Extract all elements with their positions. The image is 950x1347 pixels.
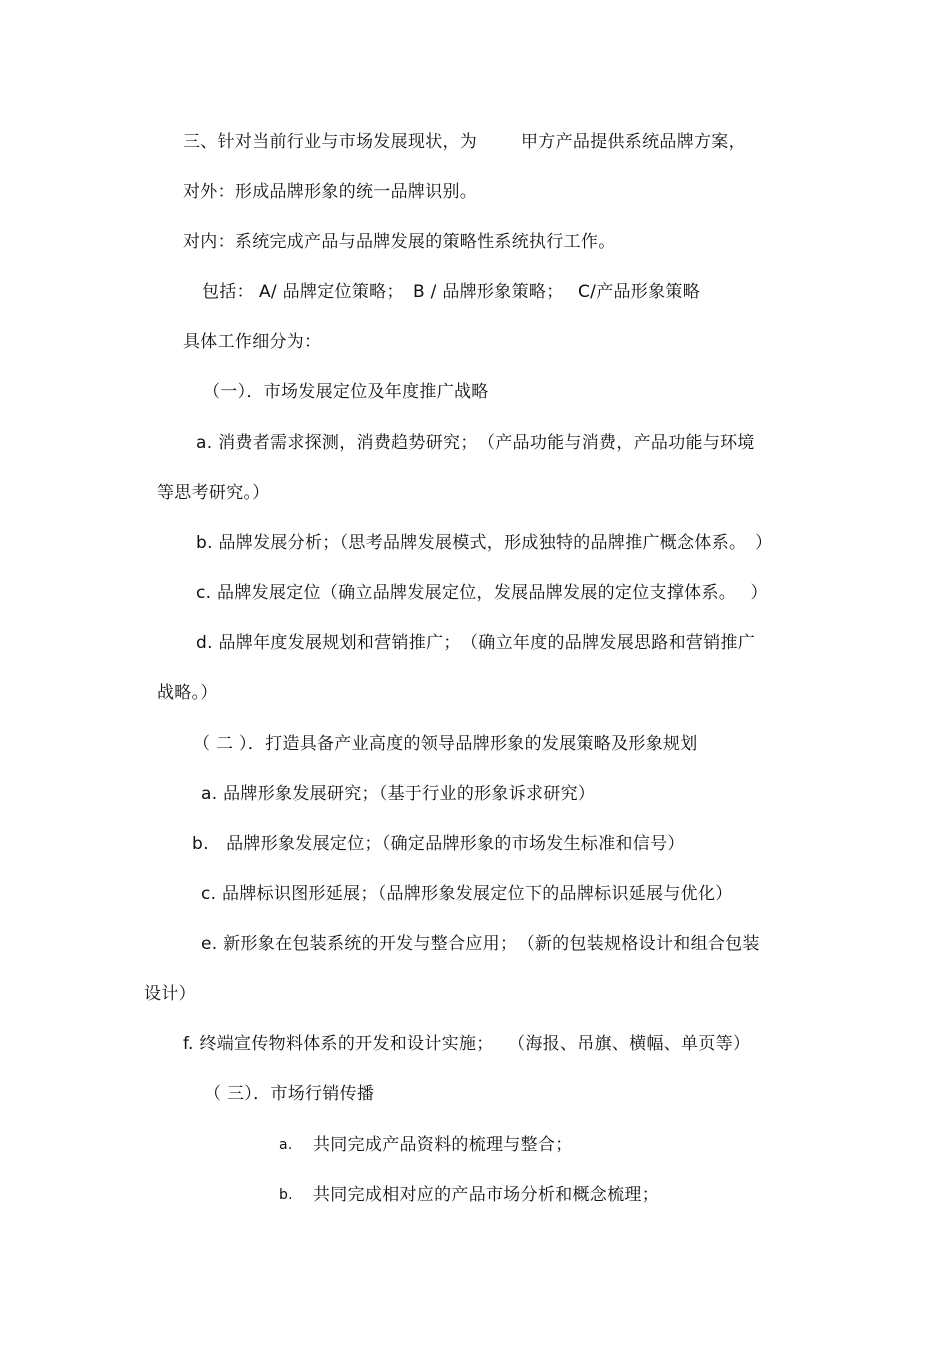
section1-item-d-line1: d. 品牌年度发展规划和营销推广； （确立年度的品牌发展思路和营销推广 bbox=[196, 633, 756, 653]
section2-item-f: f. 终端宣传物料体系的开发和设计实施； （海报、吊旗、横幅、单页等） bbox=[183, 1034, 751, 1054]
section1-item-a-line1: a. 消费者需求探测，消费趋势研究； （产品功能与消费，产品功能与环境 bbox=[196, 433, 755, 453]
internal-line: 对内：系统完成产品与品牌发展的策略性系统执行工作。 bbox=[183, 232, 616, 252]
heading-part1: 三、针对当前行业与市场发展现状，为 bbox=[183, 132, 478, 152]
section3-item-a-text: 共同完成产品资料的梳理与整合； bbox=[313, 1135, 573, 1155]
section3-title: （ 三）．市场行销传播 bbox=[204, 1084, 375, 1104]
section3-item-b-marker: b. bbox=[279, 1187, 293, 1203]
include-item-a: A/ 品牌定位策略； bbox=[259, 282, 404, 302]
section2-item-a: a. 品牌形象发展研究；（基于行业的形象诉求研究） bbox=[201, 784, 596, 804]
section1-item-c: c. 品牌发展定位（确立品牌发展定位，发展品牌发展的定位支撑体系。 ） bbox=[196, 583, 768, 603]
external-line: 对外：形成品牌形象的统一品牌识别。 bbox=[183, 182, 478, 202]
section2-item-c: c. 品牌标识图形延展；（品牌形象发展定位下的品牌标识延展与优化） bbox=[201, 884, 733, 904]
heading-part2: 甲方产品提供系统品牌方案， bbox=[521, 132, 746, 152]
include-item-b: B / 品牌形象策略； bbox=[413, 282, 564, 302]
section1-item-b: b. 品牌发展分析；（思考品牌发展模式，形成独特的品牌推广概念体系。 ） bbox=[196, 533, 773, 553]
section2-item-b: b. 品牌形象发展定位；（确定品牌形象的市场发生标准和信号） bbox=[192, 834, 685, 854]
section3-item-a-marker: a. bbox=[279, 1137, 293, 1153]
section1-item-d-line2: 战略。） bbox=[157, 683, 218, 703]
section1-item-a-line2: 等思考研究。） bbox=[157, 483, 270, 503]
breakdown-intro: 具体工作细分为： bbox=[183, 332, 322, 352]
include-prefix: 包括： bbox=[202, 282, 254, 302]
section2-item-e-line2: 设计） bbox=[144, 984, 196, 1004]
section2-title: （ 二 ）．打造具备产业高度的领导品牌形象的发展策略及形象规划 bbox=[193, 734, 698, 754]
section2-item-e-line1: e. 新形象在包装系统的开发与整合应用； （新的包装规格设计和组合包装 bbox=[201, 934, 760, 954]
section3-item-b-text: 共同完成相对应的产品市场分析和概念梳理； bbox=[313, 1185, 659, 1205]
section1-title: （一）．市场发展定位及年度推广战略 bbox=[203, 382, 489, 402]
include-item-c: C/产品形象策略 bbox=[578, 282, 700, 302]
